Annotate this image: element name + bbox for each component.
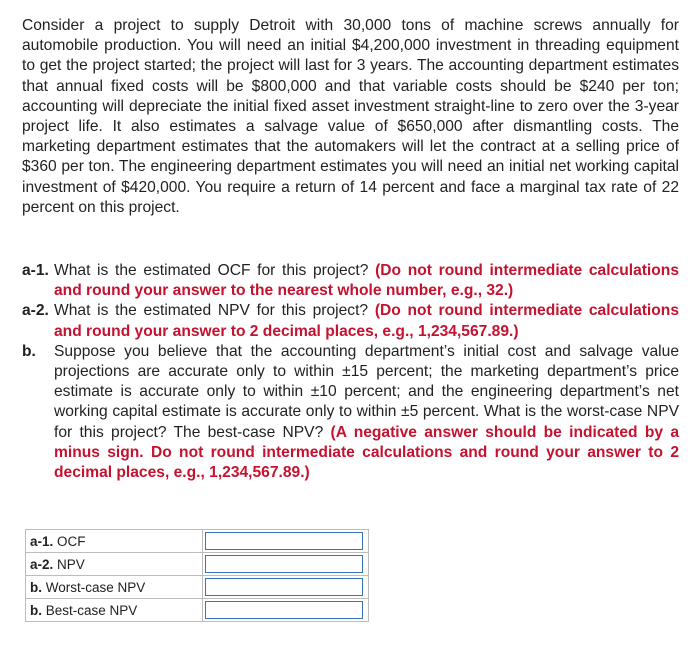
table-row: [26, 530, 369, 553]
question-b: [22, 342, 679, 483]
table-row: [26, 599, 369, 622]
row-label: b. Best-case NPV: [26, 599, 203, 622]
table-row: [26, 576, 369, 599]
answer-table: [25, 529, 369, 622]
question-instruction: (Do not round intermediate calculations and round your answer to the nearest whole number, e.g., 32.): [54, 262, 679, 300]
best-case-npv-input[interactable]: [205, 601, 363, 619]
problem-statement: Consider a project to supply Detroit with 30,000 tons of machine screws annually for automobile production. You will need an initial $4,200,000 investment in threading equipment to get the project started; the project will last for 3 years. The accounting department estimates that annual fixed costs will be $800,000 and that variable costs should be $240 per ton; accounting will depreciate the initial fixed asset investment straight-line to zero over the 3-year project life. It also estimates a salvage value of $650,000 after dismantling costs. The marketing department estimates that the automakers will let the contract at a selling price of $360 per ton. The engineering department estimates you will need an initial net working capital investment of $420,000. You require a return of 14 percent and face a marginal tax rate of 22 percent on this project.: [22, 17, 679, 216]
question-instruction: (A negative answer should be indicated by a minus sign. Do not round intermediate calculations and round your answer to 2 decimal places, e.g., 1,234,567.89.): [54, 423, 679, 482]
question-text: What is the estimated NPV for this project?: [54, 302, 375, 320]
question-a2: [22, 301, 679, 341]
question-text: Suppose you believe that the accounting department’s initial cost and salvage value projections are accurate only to within ±15 percent; the marketing department’s price estimate is accurate only to within ±10 percent; and the engineering department’s net working capital estimate is accurate only to within ±5 percent. What is the worst-case NPV for this project? The best-case NPV?: [54, 342, 679, 441]
question-label: a-2.: [22, 302, 49, 320]
ocf-answer-input[interactable]: [205, 532, 363, 550]
worst-case-npv-input[interactable]: [205, 578, 363, 596]
question-a1: [22, 261, 679, 301]
question-label: b.: [22, 342, 36, 360]
npv-answer-input[interactable]: [205, 555, 363, 573]
row-label: b. Worst-case NPV: [26, 576, 203, 599]
question-label: a-1.: [22, 262, 49, 279]
row-label: a-1. OCF: [26, 530, 203, 553]
question-text: What is the estimated OCF for this project?: [54, 262, 376, 279]
question-instruction: (Do not round intermediate calculations and round your answer to 2 decimal places, e.g., 1,234,567.89.): [54, 302, 679, 340]
question-list: [22, 261, 679, 483]
row-label: a-2. NPV: [26, 553, 203, 576]
table-row: [26, 553, 369, 576]
